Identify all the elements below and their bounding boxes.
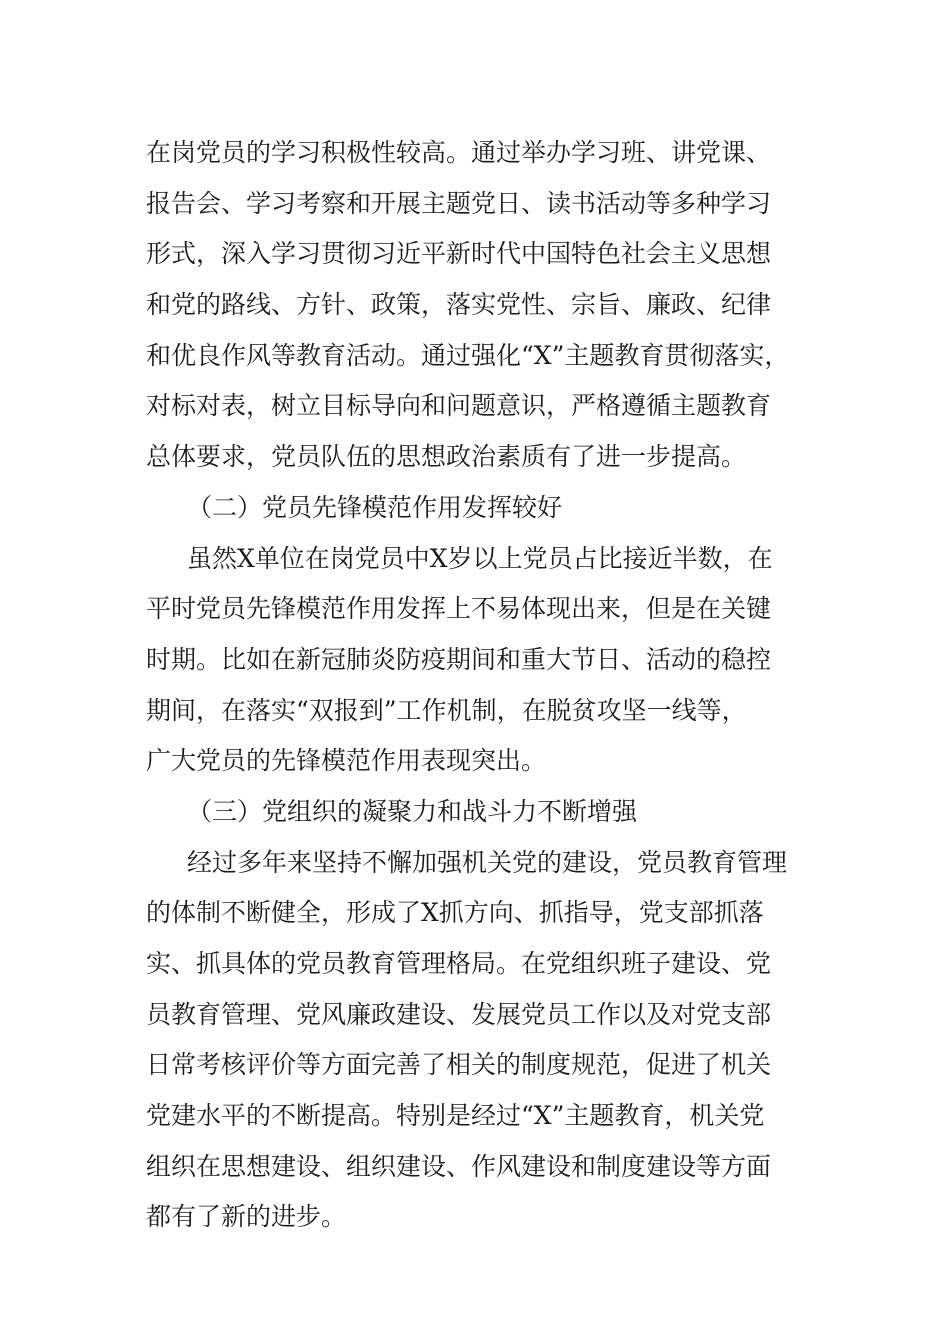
document-body: [146, 128, 806, 1243]
text-line: 虽然X单位在岗党员中X岁以上党员占比接近半数，在: [187, 543, 773, 573]
text-line: 党建水平的不断提高。特别是经过“X”主题教育，机关党: [146, 1101, 765, 1131]
text-line: 形式，深入学习贯彻习近平新时代中国特色社会主义思想: [146, 239, 772, 269]
text-line: 员教育管理、党风廉政建设、发展党员工作以及对党支部: [146, 999, 772, 1029]
section-heading-2: （二）党员先锋模范作用发挥较好: [187, 492, 563, 522]
paragraph-3: [146, 838, 806, 1244]
text-line: 时期。比如在新冠肺炎防疫期间和重大节日、活动的稳控: [146, 644, 772, 674]
text-line: 报告会、学习考察和开展主题党日、读书活动等多种学习: [146, 188, 772, 218]
text-line: 期间，在落实“双报到”工作机制，在脱贫攻坚一线等，: [146, 695, 747, 725]
text-line: 都有了新的进步。: [146, 1202, 347, 1232]
section-heading-3: （三）党组织的凝聚力和战斗力不断增强: [187, 796, 638, 826]
text-line: 总体要求，党员队伍的思想政治素质有了进一步提高。: [146, 442, 747, 472]
text-line: 对标对表，树立目标导向和问题意识，严格遵循主题教育: [146, 391, 772, 421]
text-line: 的体制不断健全，形成了X抓方向、抓指导，党支部抓落: [146, 898, 764, 928]
paragraph-1: [146, 128, 806, 483]
text-line: 经过多年来坚持不懈加强机关党的建设，党员教育管理: [187, 847, 788, 877]
text-line: 日常考核评价等方面完善了相关的制度规范，促进了机关: [146, 1050, 772, 1080]
paragraph-2: [146, 534, 806, 787]
text-line: 平时党员先锋模范作用发挥上不易体现出来，但是在关键: [146, 594, 772, 624]
text-line: 广大党员的先锋模范作用表现突出。: [146, 746, 547, 776]
text-line: 和优良作风等教育活动。通过强化“X”主题教育贯彻落实，: [146, 340, 790, 370]
text-line: 在岗党员的学习积极性较高。通过举办学习班、讲党课、: [146, 138, 772, 167]
text-line: 实、抓具体的党员教育管理格局。在党组织班子建设、党: [146, 949, 772, 978]
text-line: 组织在思想建设、组织建设、作风建设和制度建设等方面: [146, 1151, 772, 1181]
text-line: 和党的路线、方针、政策，落实党性、宗旨、廉政、纪律: [146, 290, 772, 320]
